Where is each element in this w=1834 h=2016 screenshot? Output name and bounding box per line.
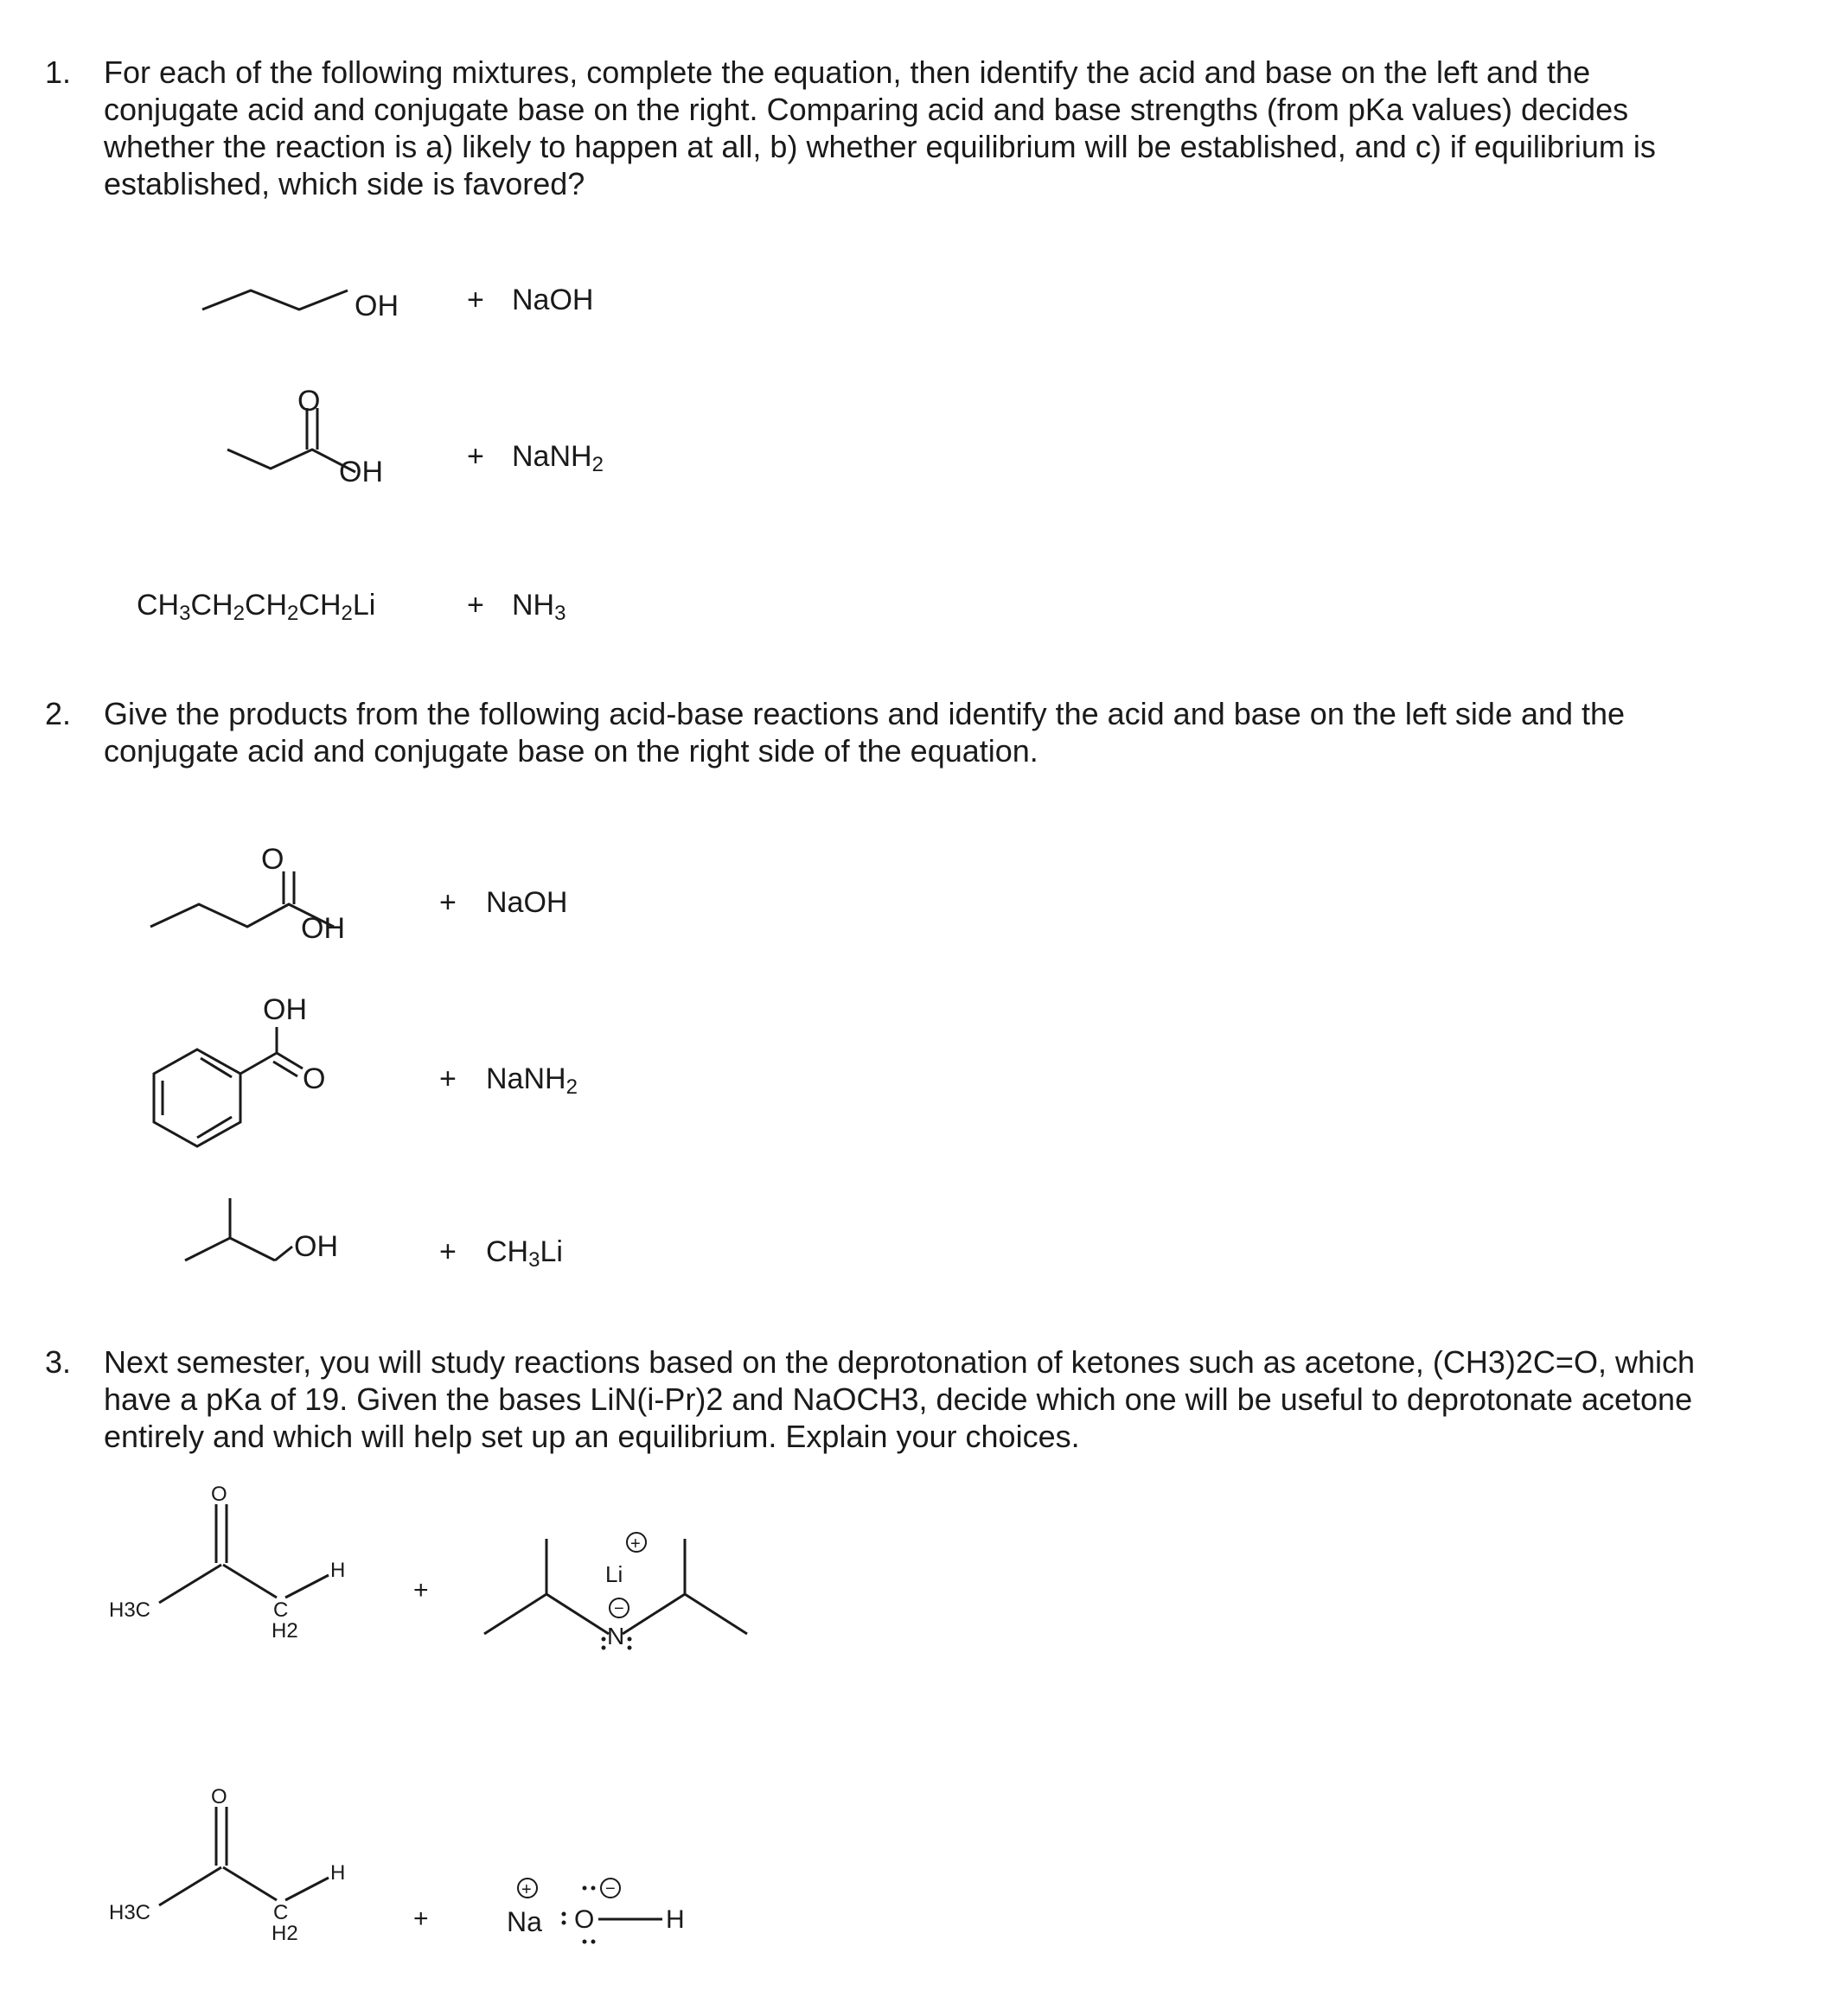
question-1 [45, 54, 1740, 209]
plus-sign: + [467, 284, 484, 316]
question-line: conjugate acid and conjugate base on the right side of the equation. [104, 733, 1038, 769]
lone-pair-dot [602, 1637, 606, 1642]
butanone-structure-1 [104, 1483, 398, 1677]
carbonyl-oxygen-label: O [261, 843, 284, 876]
hydroxyl-label: OH [294, 1230, 338, 1263]
isopropyl-right [623, 1594, 747, 1634]
reagent-naoh: NaOH [486, 886, 568, 919]
carbon-chain [227, 450, 355, 472]
hydrogen-label: H [330, 1559, 346, 1582]
reagent-nanh2: NaNH$_2$ [486, 1062, 578, 1099]
carbonyl-oxygen-label: O [303, 1062, 326, 1095]
reagent-methyllithium: $CH_3Li$ [486, 1235, 563, 1272]
question-line: conjugate acid and conjugate base on the right. Comparing acid and base strengths (from pKa values) decides [104, 92, 1629, 127]
question-line: Give the products from the following acid-base reactions and identify the acid and base on the left side and the [104, 696, 1626, 731]
alpha-hydrogen-bond [285, 1575, 329, 1598]
plus-sign: + [413, 1904, 429, 1933]
isopropyl-left [484, 1594, 609, 1634]
carbon-label: C [273, 1901, 289, 1924]
alpha-hydrogen-bond [285, 1878, 329, 1900]
question-2 [45, 695, 1740, 773]
carbon-bond [223, 1565, 277, 1598]
lone-pair-dot [562, 1912, 566, 1917]
plus-sign: + [439, 1062, 457, 1095]
reagent-nh3: $NH_3$ [512, 589, 566, 625]
plus-sign: + [439, 1235, 457, 1268]
lone-pair-dot [583, 1940, 587, 1944]
sodium-hydroxide-structure [502, 1876, 709, 1954]
plus-sign: + [439, 886, 457, 919]
hydroxyl-label: OH [301, 912, 345, 945]
benzene-ring [154, 1049, 240, 1146]
butyllithium-formula: $CH_3CH_2CH_2CH_2Li$ [137, 589, 376, 625]
plus-sign: + [467, 589, 484, 622]
positive-charge-sign: + [521, 1880, 532, 1899]
hydroxyl-label: OH [263, 993, 307, 1026]
question-3 [45, 1343, 1740, 1458]
carbon-chain [202, 290, 348, 309]
hydroxyl-label: OH [339, 456, 383, 488]
positive-charge-sign: + [630, 1534, 641, 1553]
aromatic-bond [197, 1117, 232, 1138]
question-line: entirely and which will help set up an equilibrium. Explain your choices. [104, 1419, 1080, 1454]
carbon-chain [185, 1238, 275, 1260]
question-text [104, 1343, 1747, 1455]
hydrogen-label: H [666, 1905, 685, 1934]
methylene-label: H2 [272, 1922, 298, 1945]
carbon-oxygen-bond [275, 1247, 292, 1260]
oxygen-label: O [211, 1785, 227, 1809]
oxygen-label: O [211, 1483, 227, 1506]
question-number: 2. [45, 696, 72, 731]
sodium-label: Na [507, 1906, 542, 1937]
lone-pair-dot [583, 1886, 587, 1891]
question-line: have a pKa of 19. Given the bases LiN(i-Pr)2 and NaOCH3, decide which one will be useful to deprotonate acetone [104, 1381, 1693, 1417]
question-line: whether the reaction is a) likely to happen at all, b) whether equilibrium will be established, and c) if equilibrium is [104, 129, 1656, 164]
lithium-label: Li [605, 1561, 623, 1587]
question-text [104, 54, 1747, 202]
hydrogen-label: H [330, 1861, 346, 1885]
ring-to-carboxyl-bond [240, 1053, 277, 1074]
carbon-label: C [273, 1598, 289, 1622]
methyl-bond [159, 1565, 221, 1603]
reagent-nanh2: NaNH$_2$ [512, 440, 604, 476]
negative-charge-sign: − [605, 1879, 616, 1898]
methyl-bond [159, 1867, 221, 1905]
question-text [104, 695, 1747, 769]
plus-sign: + [413, 1576, 429, 1605]
plus-sign: + [467, 440, 484, 473]
question-number: 3. [45, 1344, 72, 1380]
lda-structure [484, 1504, 778, 1677]
methyl-label: H3C [109, 1901, 151, 1924]
lone-pair-dot [591, 1940, 596, 1944]
question-line: Next semester, you will study reactions based on the deprotonation of ketones such as acetone, (CH3)2C=O, which [104, 1344, 1695, 1380]
question-line: For each of the following mixtures, complete the equation, then identify the acid and base on the left and the [104, 54, 1591, 90]
question-number: 1. [45, 54, 72, 90]
butanone-structure-2 [104, 1785, 398, 1980]
question-line: established, which side is favored? [104, 166, 585, 201]
carbon-bond [223, 1867, 277, 1900]
hydroxyl-label: OH [355, 290, 399, 322]
negative-charge-sign: − [614, 1599, 624, 1618]
reagent-naoh: NaOH [512, 284, 594, 316]
lone-pair-dot [628, 1637, 632, 1642]
lone-pair-dot [591, 1886, 596, 1891]
oxygen-label: O [574, 1905, 595, 1934]
nitrogen-label: N [607, 1623, 625, 1649]
methylene-label: H2 [272, 1619, 298, 1643]
carbonyl-oxygen-label: O [297, 385, 321, 418]
lone-pair-dot [628, 1646, 632, 1650]
methyl-label: H3C [109, 1598, 151, 1622]
lone-pair-dot [602, 1646, 606, 1650]
lone-pair-dot [562, 1921, 566, 1925]
